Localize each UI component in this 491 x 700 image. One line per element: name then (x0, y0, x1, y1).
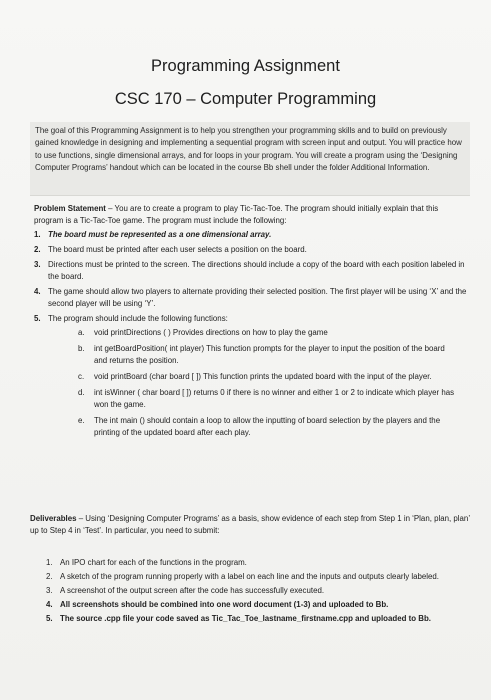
list-text: The source .cpp file your code saved as Tic_Tac_Toe_lastname_firstname.cpp and uploaded to Bb. (60, 614, 431, 623)
list-letter: e. (78, 416, 85, 425)
list-letter: a. (78, 328, 85, 337)
deliverable-item (46, 585, 466, 597)
deliverable-item (46, 613, 466, 625)
list-text: The program should include the following functions: (48, 314, 228, 323)
page-title: Programming Assignment (151, 57, 340, 75)
list-letter: c. (78, 372, 85, 381)
requirements-list (34, 229, 468, 439)
function-text: int getBoardPosition( int player) This function prompts for the player to input the position of the board and returns the position. (94, 344, 445, 365)
list-number: 2. (46, 572, 53, 581)
list-number: 2. (34, 245, 41, 254)
function-item (78, 343, 468, 367)
function-item (78, 327, 468, 339)
problem-statement-section (34, 203, 468, 443)
list-letter: b. (78, 344, 85, 353)
function-item (78, 415, 468, 439)
intro-paragraph: The goal of this Programming Assignment is to help you strengthen your programming skills and to build on previously gained knowledge in designing and implementing a sequential program with screen input and output. You will practice how to use functions, single dimensional arrays, and for loops in your program. You will create a program using the ‘Designing Computer Programs’ handout which can be located in the course Bb shell under the folder Additional Information. (30, 122, 470, 196)
deliverables-text: – Using ‘Designing Computer Programs’ as a basis, show evidence of each step from Step 1 in ‘Plan, plan, plan’ up to Step 4 in ‘Test’. In particular, you need to submit: (30, 514, 470, 535)
list-number: 3. (34, 260, 41, 269)
function-text: The int main () should contain a loop to allow the inputting of board selection by the players and the printing of the updated board after each play. (94, 416, 441, 437)
deliverables-list-block (46, 557, 466, 627)
list-number: 4. (34, 287, 41, 296)
deliverable-item (46, 571, 466, 583)
list-number: 5. (46, 614, 53, 623)
deliverables-list (46, 557, 466, 625)
list-text: All screenshots should be combined into one word document (1-3) and uploaded to Bb. (60, 600, 389, 609)
list-number: 1. (46, 558, 53, 567)
requirement-item (34, 286, 468, 310)
problem-statement-label: Problem Statement (34, 204, 106, 213)
list-text: The board must be represented as a one dimensional array. (48, 230, 272, 239)
requirement-item (34, 244, 468, 256)
list-number: 4. (46, 600, 53, 609)
list-text: An IPO chart for each of the functions in the program. (60, 558, 247, 567)
list-number: 3. (46, 586, 53, 595)
function-text: void printBoard (char board [ ]) This function prints the updated board with the input of the player. (94, 372, 432, 381)
function-text: int isWinner ( char board [ ]) returns 0 if there is no winner and either 1 or 2 to indicate which player has won the game. (94, 388, 455, 409)
problem-statement-text: – You are to create a program to play Tic-Tac-Toe. The program should initially explain that this program is a Tic-Tac-Toe game. The program must include the following: (34, 204, 439, 225)
list-text: The game should allow two players to alternate providing their selected position. The first player will be using ‘X’ and the second player will be using ‘Y’. (48, 287, 467, 308)
list-number: 1. (34, 230, 41, 239)
deliverables-section (30, 513, 470, 537)
problem-statement-intro (34, 203, 468, 227)
list-text: A screenshot of the output screen after the code has successfully executed. (60, 586, 325, 595)
function-item (78, 387, 468, 411)
list-letter: d. (78, 388, 85, 397)
list-text: The board must be printed after each user selects a position on the board. (48, 245, 307, 254)
list-number: 5. (34, 314, 41, 323)
requirement-item (34, 229, 468, 241)
function-text: void printDirections ( ) Provides directions on how to play the game (94, 328, 328, 337)
deliverable-item (46, 599, 466, 611)
requirement-item (34, 259, 468, 283)
functions-list (48, 327, 468, 439)
deliverable-item (46, 557, 466, 569)
deliverables-label: Deliverables (30, 514, 77, 523)
course-subtitle: CSC 170 – Computer Programming (114, 90, 377, 108)
function-item (78, 371, 468, 383)
requirement-item (34, 313, 468, 439)
list-text: A sketch of the program running properly with a label on each line and the inputs and outputs clearly labeled. (60, 572, 439, 581)
list-text: Directions must be printed to the screen. The directions should include a copy of the board with each position labeled in the board. (48, 260, 465, 281)
